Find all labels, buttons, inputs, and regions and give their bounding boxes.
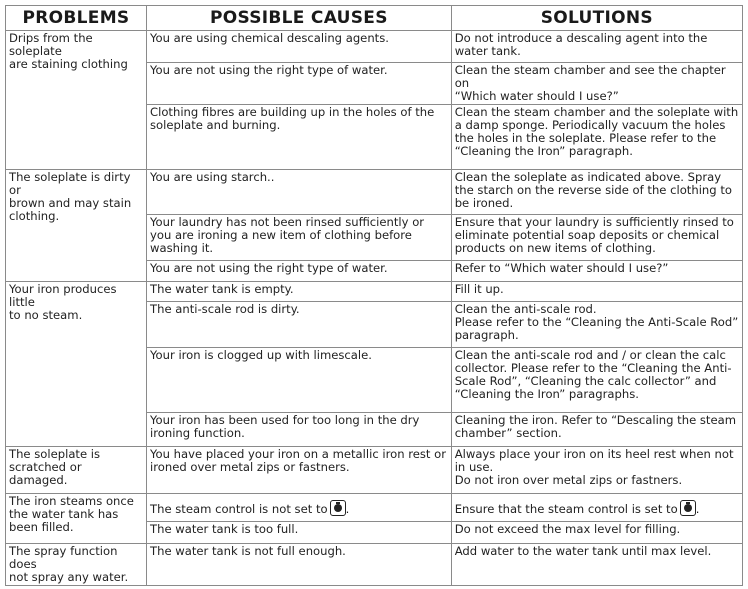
cause-text: You are not using the right type of water.: [150, 261, 388, 275]
solution-text: collector. Please refer to the “Cleaning the Anti-: [454, 361, 732, 375]
cause-cell: [147, 170, 452, 215]
problem-cell: [6, 282, 147, 447]
table-row: [6, 447, 743, 494]
solution-text: Ensure that your laundry is sufficiently rinsed to: [454, 215, 734, 229]
solution-cell: [451, 31, 742, 63]
header-problems: PROBLEMS: [6, 6, 147, 31]
solution-text: Clean the steam chamber and the soleplate with: [454, 105, 739, 119]
solution-text: chamber” section.: [454, 426, 562, 440]
cause-cell: [147, 302, 452, 348]
cause-text: You have placed your iron on a metallic iron rest or: [150, 447, 447, 461]
cause-cell: [147, 282, 452, 302]
solution-text: Clean the soleplate as indicated above. Spray: [454, 170, 722, 184]
solution-text: in use.: [454, 460, 494, 474]
cause-text: The water tank is too full.: [150, 522, 299, 536]
cause-text: The water tank is not full enough.: [150, 544, 346, 558]
table-row: [6, 170, 743, 215]
problem-text: The spray function does: [9, 544, 118, 571]
solution-text: Clean the anti-scale rod.: [454, 302, 597, 316]
problem-cell: [6, 544, 147, 586]
solution-cell: [451, 63, 742, 105]
table-row: [6, 31, 743, 63]
solution-text: “Cleaning the Iron” paragraph.: [454, 144, 633, 158]
troubleshooting-table: [5, 5, 743, 584]
solution-text: Always place your iron on its heel rest when not: [454, 447, 734, 461]
solution-cell: [451, 105, 742, 170]
solution-text: the holes in the soleplate. Please refer to the: [454, 131, 717, 145]
table-row: [6, 282, 743, 302]
cause-text: You are not using the right type of water.: [150, 63, 388, 77]
problem-text: clothing.: [9, 209, 60, 223]
cause-cell: [147, 31, 452, 63]
cause-cell: [147, 544, 452, 586]
solution-text: Do not exceed the max level for filling.: [454, 522, 681, 536]
solution-text: Do not iron over metal zips or fastners.: [454, 473, 683, 487]
steam-dry-setting-icon: [680, 500, 696, 516]
solution-text: paragraph.: [454, 328, 519, 342]
solution-text: products on new items of clothing.: [454, 241, 656, 255]
cause-cell: [147, 105, 452, 170]
cause-cell: [147, 447, 452, 494]
cause-text: ironed over metal zips or fastners.: [150, 460, 350, 474]
solution-text: water tank.: [454, 44, 521, 58]
solution-cell: [451, 447, 742, 494]
cause-cell: [147, 261, 452, 282]
problem-text: the water tank has: [9, 507, 119, 521]
problem-cell: [6, 494, 147, 544]
problem-cell: [6, 447, 147, 494]
solution-cell: [451, 413, 742, 447]
steam-dry-setting-icon: [330, 500, 346, 516]
solution-cell: [451, 494, 742, 522]
table-row: [6, 544, 743, 586]
cause-cell: [147, 413, 452, 447]
cause-cell: [147, 348, 452, 413]
solution-text: the starch on the reverse side of the clothing to: [454, 183, 732, 197]
cause-text: washing it.: [150, 241, 214, 255]
solution-text: Clean the steam chamber and see the chapter on: [454, 63, 726, 90]
problem-text: brown and may stain: [9, 196, 132, 210]
header-causes: POSSIBLE CAUSES: [147, 6, 452, 31]
cause-text: Your iron has been used for too long in the dry: [150, 413, 420, 427]
solution-text: Clean the anti-scale rod and / or clean the calc: [454, 348, 726, 362]
cause-text: Clothing fibres are building up in the holes of the: [150, 105, 435, 119]
cause-text: The water tank is empty.: [150, 282, 294, 296]
solution-cell: [451, 170, 742, 215]
solution-text: Do not introduce a descaling agent into the: [454, 31, 708, 45]
solution-text: Fill it up.: [454, 282, 504, 296]
solution-text: eliminate potential soap deposits or chemical: [454, 228, 720, 242]
problem-text: are staining clothing: [9, 57, 128, 71]
solution-cell: [451, 215, 742, 261]
solution-cell: [451, 544, 742, 586]
cause-cell: [147, 215, 452, 261]
cause-text: ironing function.: [150, 426, 245, 440]
cause-period: .: [345, 501, 350, 516]
solution-cell: [451, 261, 742, 282]
cause-cell: [147, 494, 452, 522]
solution-cell: [451, 522, 742, 544]
cause-cell: [147, 522, 452, 544]
solution-cell: [451, 282, 742, 302]
solution-text: Please refer to the “Cleaning the Anti-Scale Rod”: [454, 315, 739, 329]
problem-text: scratched or damaged.: [9, 460, 82, 487]
solution-text: Refer to “Which water should I use?”: [454, 261, 669, 275]
cause-text: You are using chemical descaling agents.: [150, 31, 389, 45]
cause-text: The anti-scale rod is dirty.: [150, 302, 300, 316]
table-row: [6, 494, 743, 522]
problem-text: Drips from the soleplate: [9, 31, 93, 58]
cause-text: You are using starch..: [150, 170, 275, 184]
solution-cell: [451, 302, 742, 348]
solution-text: Ensure that the steam control is set to: [454, 501, 678, 516]
solution-text: Add water to the water tank until max level.: [454, 544, 712, 558]
cause-text: you are ironing a new item of clothing before: [150, 228, 412, 242]
problem-text: to no steam.: [9, 308, 83, 322]
cause-cell: [147, 63, 452, 105]
solution-cell: [451, 348, 742, 413]
header-row: [6, 6, 743, 31]
problem-text: The soleplate is dirty or: [9, 170, 131, 197]
solution-text: “Cleaning the Iron” paragraphs.: [454, 387, 639, 401]
problem-text: not spray any water.: [9, 570, 129, 584]
problem-text: The iron steams once: [9, 494, 134, 508]
problem-text: The soleplate is: [9, 447, 101, 461]
cause-text: Your iron is clogged up with limescale.: [150, 348, 372, 362]
problem-text: Your iron produces little: [9, 282, 117, 309]
cause-text: soleplate and burning.: [150, 118, 281, 132]
solution-text: be ironed.: [454, 196, 514, 210]
cause-text: The steam control is not set to: [150, 501, 328, 516]
problem-cell: [6, 170, 147, 282]
cause-text: Your laundry has not been rinsed sufficiently or: [150, 215, 425, 229]
problem-text: been filled.: [9, 520, 74, 534]
problem-cell: [6, 31, 147, 170]
header-solutions: SOLUTIONS: [451, 6, 742, 31]
solution-text: a damp sponge. Periodically vacuum the holes: [454, 118, 726, 132]
solution-text: Cleaning the iron. Refer to “Descaling the steam: [454, 413, 737, 427]
solution-text: “Which water should I use?”: [454, 89, 619, 103]
solution-text: Scale Rod”, “Cleaning the calc collector” and: [454, 374, 717, 388]
solution-period: .: [695, 501, 700, 516]
